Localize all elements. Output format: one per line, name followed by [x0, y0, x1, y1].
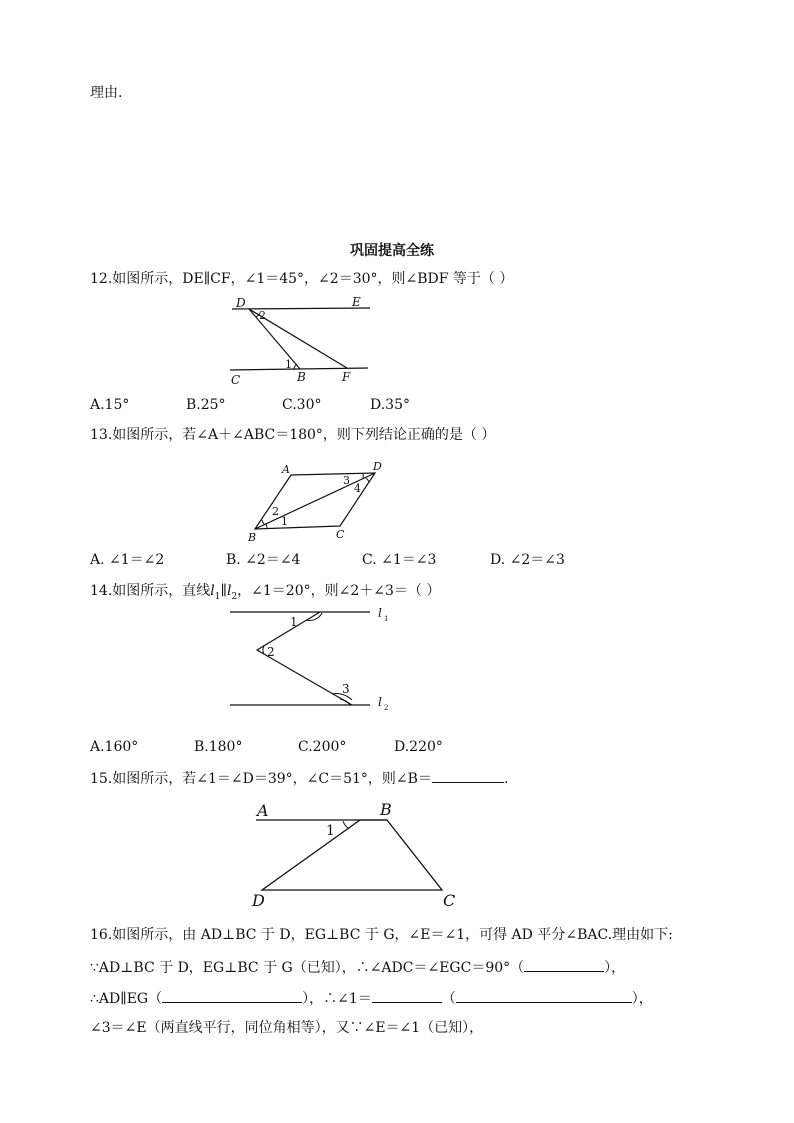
q15-label-d: D [252, 891, 265, 910]
q15-label-a: A [257, 801, 269, 820]
q13-option-c: C. ∠1＝∠3 [362, 552, 437, 568]
q15-label-c: C [443, 891, 456, 910]
q14-stem-suffix: ，∠1＝20°，则∠2＋∠3＝（ ） [237, 583, 441, 599]
q16-line2-b: ），∴∠1＝ [302, 991, 372, 1007]
q12-option-c: C.30° [282, 397, 322, 413]
q15-angle-1: 1 [326, 823, 335, 839]
q16-line2 [90, 988, 653, 1008]
q14-option-b: B.180° [194, 739, 243, 755]
q12-option-d: D.35° [370, 397, 410, 413]
q13-angle-3: 3 [343, 474, 350, 487]
q16-line3: ∠3＝∠E（两直线平行，同位角相等），又∵∠E＝∠1（已知）， [90, 1020, 484, 1036]
q14-stem-prefix: 14.如图所示，直线 [90, 583, 211, 599]
q13-label-a: A [282, 463, 290, 476]
q12-label-f: F [342, 370, 351, 384]
q13-angle-1: 1 [281, 515, 288, 528]
q16-line1-b: ）， [604, 960, 626, 976]
q12-stem: 12.如图所示，DE∥CF，∠1＝45°，∠2＝30°，则∠BDF 等于（ ） [90, 271, 514, 287]
q13-stem: 13.如图所示，若∠A＋∠ABC＝180°，则下列结论正确的是（ ） [90, 427, 496, 443]
q13-label-b: B [248, 531, 257, 544]
q14-label-l1: l [378, 606, 382, 620]
q13-angle-4: 4 [354, 482, 361, 495]
q12-angle-1: 1 [285, 358, 292, 371]
q13-angle-2: 2 [272, 505, 279, 518]
q16-blank-3[interactable] [372, 988, 442, 1003]
q15-stem-end: . [503, 771, 509, 787]
q13-label-c: C [336, 528, 345, 541]
q12-label-d: D [236, 296, 246, 310]
q16-blank-2[interactable] [162, 988, 302, 1003]
q16-line2-a: ∴AD∥EG（ [90, 991, 163, 1007]
q13-option-a: A. ∠1＝∠2 [90, 552, 165, 568]
q12-label-e: E [352, 295, 361, 309]
q14-angle-3: 3 [342, 682, 350, 696]
reason-text: 理由. [90, 85, 123, 101]
q12-option-b: B.25° [186, 397, 226, 413]
q14-l2: l [226, 583, 232, 599]
q15-label-b: B [380, 800, 392, 819]
q16-line1 [90, 957, 625, 977]
q14-label-l2-sub: 2 [384, 704, 389, 712]
q14-option-d: D.220° [394, 739, 443, 755]
q14-l1-sub: 1 [214, 591, 221, 602]
q16-blank-1[interactable] [524, 957, 604, 972]
section-title: 巩固提高全练 [350, 243, 434, 259]
q14-label-l1-sub: 1 [384, 615, 389, 623]
q13-option-b: B. ∠2＝∠4 [226, 552, 301, 568]
q13-option-d: D. ∠2＝∠3 [490, 552, 565, 568]
q16-line1-a: ∵AD⊥BC 于 D，EG⊥BC 于 G（已知），∴∠ADC＝∠EGC＝90°（ [90, 960, 525, 976]
q14-angle-1: 1 [290, 615, 298, 629]
q14-parallel: ∥ [220, 583, 227, 599]
q16-stem: 16.如图所示，由 AD⊥BC 于 D，EG⊥BC 于 G，∠E＝∠1，可得 AD 平分∠BAC.理由如下: [90, 927, 673, 943]
q16-line2-d: ）， [631, 991, 653, 1007]
q12-label-c: C [231, 373, 241, 387]
q14-l2-sub: 2 [231, 591, 238, 602]
q14-option-c: C.200° [298, 739, 347, 755]
q14-l1: l [210, 583, 215, 599]
q16-line2-c: （ [441, 991, 456, 1007]
q14-label-l2: l [378, 695, 382, 709]
q14-option-a: A.160° [90, 739, 139, 755]
q16-blank-4[interactable] [456, 988, 632, 1003]
q12-angle-2: 2 [259, 309, 266, 322]
q14-angle-2: 2 [267, 645, 275, 659]
q12-label-b: B [297, 370, 306, 384]
q15-stem-text: 15.如图所示，若∠1＝∠D＝39°，∠C＝51°，则∠B＝ [90, 771, 432, 787]
q13-label-d: D [373, 460, 382, 473]
q12-option-a: A.15° [90, 397, 130, 413]
